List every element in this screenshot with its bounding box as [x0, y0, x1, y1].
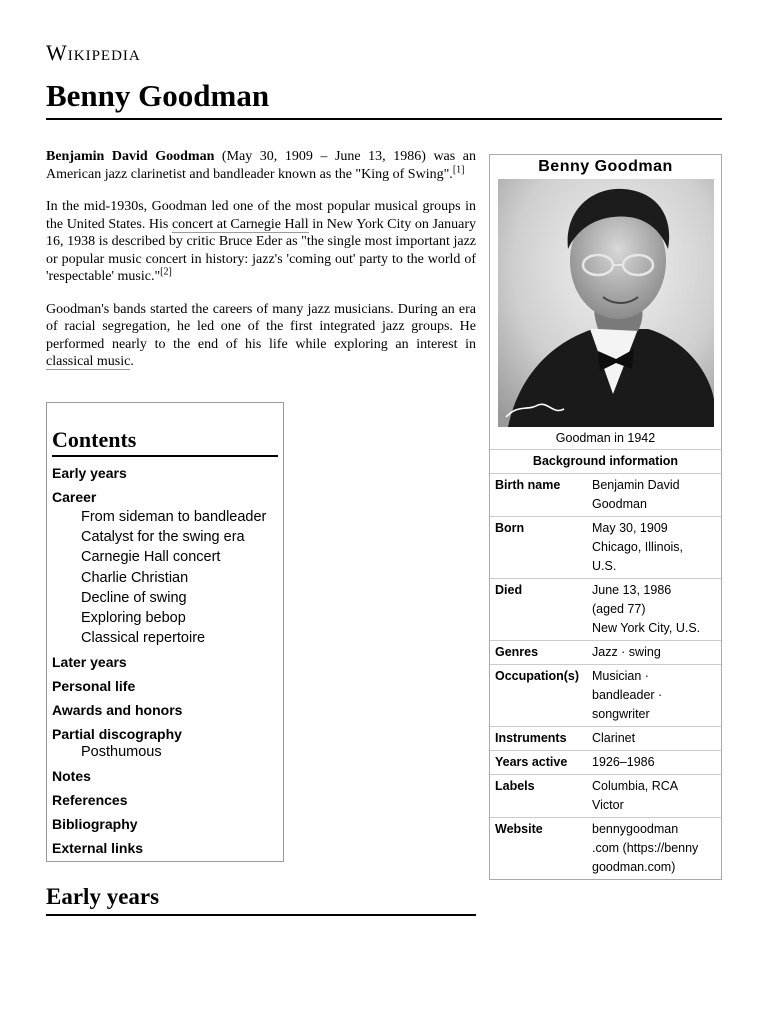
toc-subitem[interactable]: From sideman to bandleader: [81, 509, 267, 525]
toc-subitem[interactable]: Catalyst for the swing era: [81, 529, 245, 546]
lead-text: in New York City on January 16, 1938 is described by critic Bruce Eder as "the single most important jazz or popular music concert in history: jazz's 'coming out' party to the world of 'respectable' music.": [46, 216, 476, 284]
infobox-value-line: Columbia, RCA: [592, 779, 679, 793]
infobox-value-line: .com (https://benny: [592, 841, 699, 855]
photo-caption: Goodman in 1942: [555, 431, 656, 445]
infobox-label: Occupation(s): [495, 669, 580, 683]
infobox: [489, 154, 722, 880]
infobox-label: Years active: [495, 755, 568, 769]
toc-subitem[interactable]: Posthumous: [81, 744, 162, 761]
toc-subitem[interactable]: Classical repertoire: [81, 630, 206, 647]
toc-item-notes[interactable]: Notes: [52, 768, 91, 785]
infobox-value: [592, 753, 721, 772]
toc-subitem[interactable]: Charlie Christian: [81, 569, 189, 586]
infobox-value[interactable]: [592, 820, 721, 877]
infobox-value-line: Chicago, Illinois,: [592, 540, 684, 554]
carnegie-hall-concert-link[interactable]: concert at Carnegie Hall: [171, 216, 309, 232]
toc-subitem[interactable]: Decline of swing: [81, 589, 187, 606]
page-title: Benny Goodman: [46, 78, 722, 120]
toc-subitem[interactable]: Carnegie Hall concert: [81, 549, 221, 566]
toc-item-references[interactable]: References: [52, 792, 128, 809]
infobox-row: [490, 516, 721, 578]
lead-text: Goodman's bands started the careers of many jazz musicians. During an era of racial segregation, he led one of the first integrated jazz groups. He performed nearly to the end of his life while exploring an interest in: [46, 301, 476, 352]
infobox-value-line: Clarinet: [592, 731, 636, 745]
infobox-title: Benny Goodman: [538, 158, 673, 175]
subject-name: Benjamin David Goodman: [46, 149, 215, 164]
infobox-value-line: Goodman: [592, 497, 647, 511]
toc-item-early-years[interactable]: Early years: [52, 465, 127, 481]
reference-link[interactable]: [2]: [160, 266, 172, 278]
portrait-photo[interactable]: [498, 179, 714, 427]
infobox-value-line: (aged 77): [592, 602, 646, 616]
infobox-value: [592, 643, 721, 662]
infobox-row: [490, 473, 721, 516]
infobox-value-line: U.S.: [592, 559, 617, 573]
section-heading-early-years: Early years: [46, 882, 476, 916]
infobox-value-line: June 13, 1986: [592, 583, 672, 597]
toc-item-career[interactable]: Career: [52, 489, 97, 505]
infobox-rows: [490, 473, 721, 879]
lead-paragraph-1: [46, 148, 476, 183]
infobox-value: [592, 581, 721, 638]
infobox-label: Died: [495, 583, 523, 597]
classical-music-link[interactable]: classical music: [46, 354, 131, 369]
infobox-value-line: bandleader ·: [592, 688, 663, 702]
infobox-value: [592, 667, 721, 724]
infobox-label: Instruments: [495, 731, 567, 745]
lead-text: (May 30, 1909 – June 13, 1986) was an American jazz clarinetist and bandleader known as the "King of Swing".: [46, 149, 476, 182]
infobox-value: [592, 476, 721, 514]
infobox-value-line: 1926–1986: [592, 755, 655, 769]
toc-item-awards[interactable]: Awards and honors: [52, 702, 183, 719]
toc-list: [52, 463, 278, 862]
infobox-value-line: May 30, 1909: [592, 521, 668, 535]
toc-item-personal-life[interactable]: Personal life: [52, 678, 136, 695]
infobox-label: Birth name: [495, 478, 561, 492]
infobox-row: [490, 774, 721, 817]
infobox-value-line: goodman.com): [592, 860, 676, 874]
toc-item-external-links[interactable]: External links: [52, 840, 144, 857]
infobox-value: [592, 519, 721, 576]
reference-link[interactable]: [1]: [452, 163, 465, 175]
infobox-label: Website: [495, 822, 543, 836]
infobox-label: Born: [495, 521, 525, 535]
infobox-row: [490, 640, 721, 664]
infobox-row: [490, 578, 721, 640]
infobox-label: Genres: [495, 645, 539, 659]
infobox-value-line: bennygoodman: [592, 822, 679, 836]
lead-section: [46, 148, 476, 386]
table-of-contents: [46, 402, 284, 862]
toc-title: Contents: [52, 427, 278, 457]
infobox-value-line: songwriter: [592, 707, 650, 721]
lead-text: .: [130, 354, 134, 369]
lead-paragraph-2: [46, 198, 476, 286]
lead-paragraph-3: [46, 301, 476, 371]
infobox-value-line: Victor: [592, 798, 624, 812]
toc-subitem[interactable]: Exploring bebop: [81, 609, 186, 626]
toc-item-later-years[interactable]: Later years: [52, 654, 127, 671]
infobox-row: [490, 750, 721, 774]
infobox-row: [490, 817, 721, 879]
infobox-value-line: Musician ·: [592, 669, 649, 683]
infobox-row: [490, 726, 721, 750]
infobox-value: [592, 777, 721, 815]
infobox-row: [490, 664, 721, 726]
infobox-label: Labels: [495, 779, 535, 793]
infobox-value-line: Benjamin David: [592, 478, 680, 492]
infobox-value: [592, 729, 721, 748]
infobox-value-line: New York City, U.S.: [592, 621, 701, 635]
toc-item-discography[interactable]: Partial discography: [52, 726, 182, 743]
lead-text: In the mid-1930s, Goodman led one of the most popular musical groups in the United States. His: [46, 199, 476, 232]
wikipedia-wordmark[interactable]: Wikipedia: [46, 40, 141, 65]
infobox-value-line: Jazz · swing: [592, 645, 661, 659]
infobox-section-header: Background information: [490, 449, 721, 473]
toc-item-bibliography[interactable]: Bibliography: [52, 816, 138, 833]
